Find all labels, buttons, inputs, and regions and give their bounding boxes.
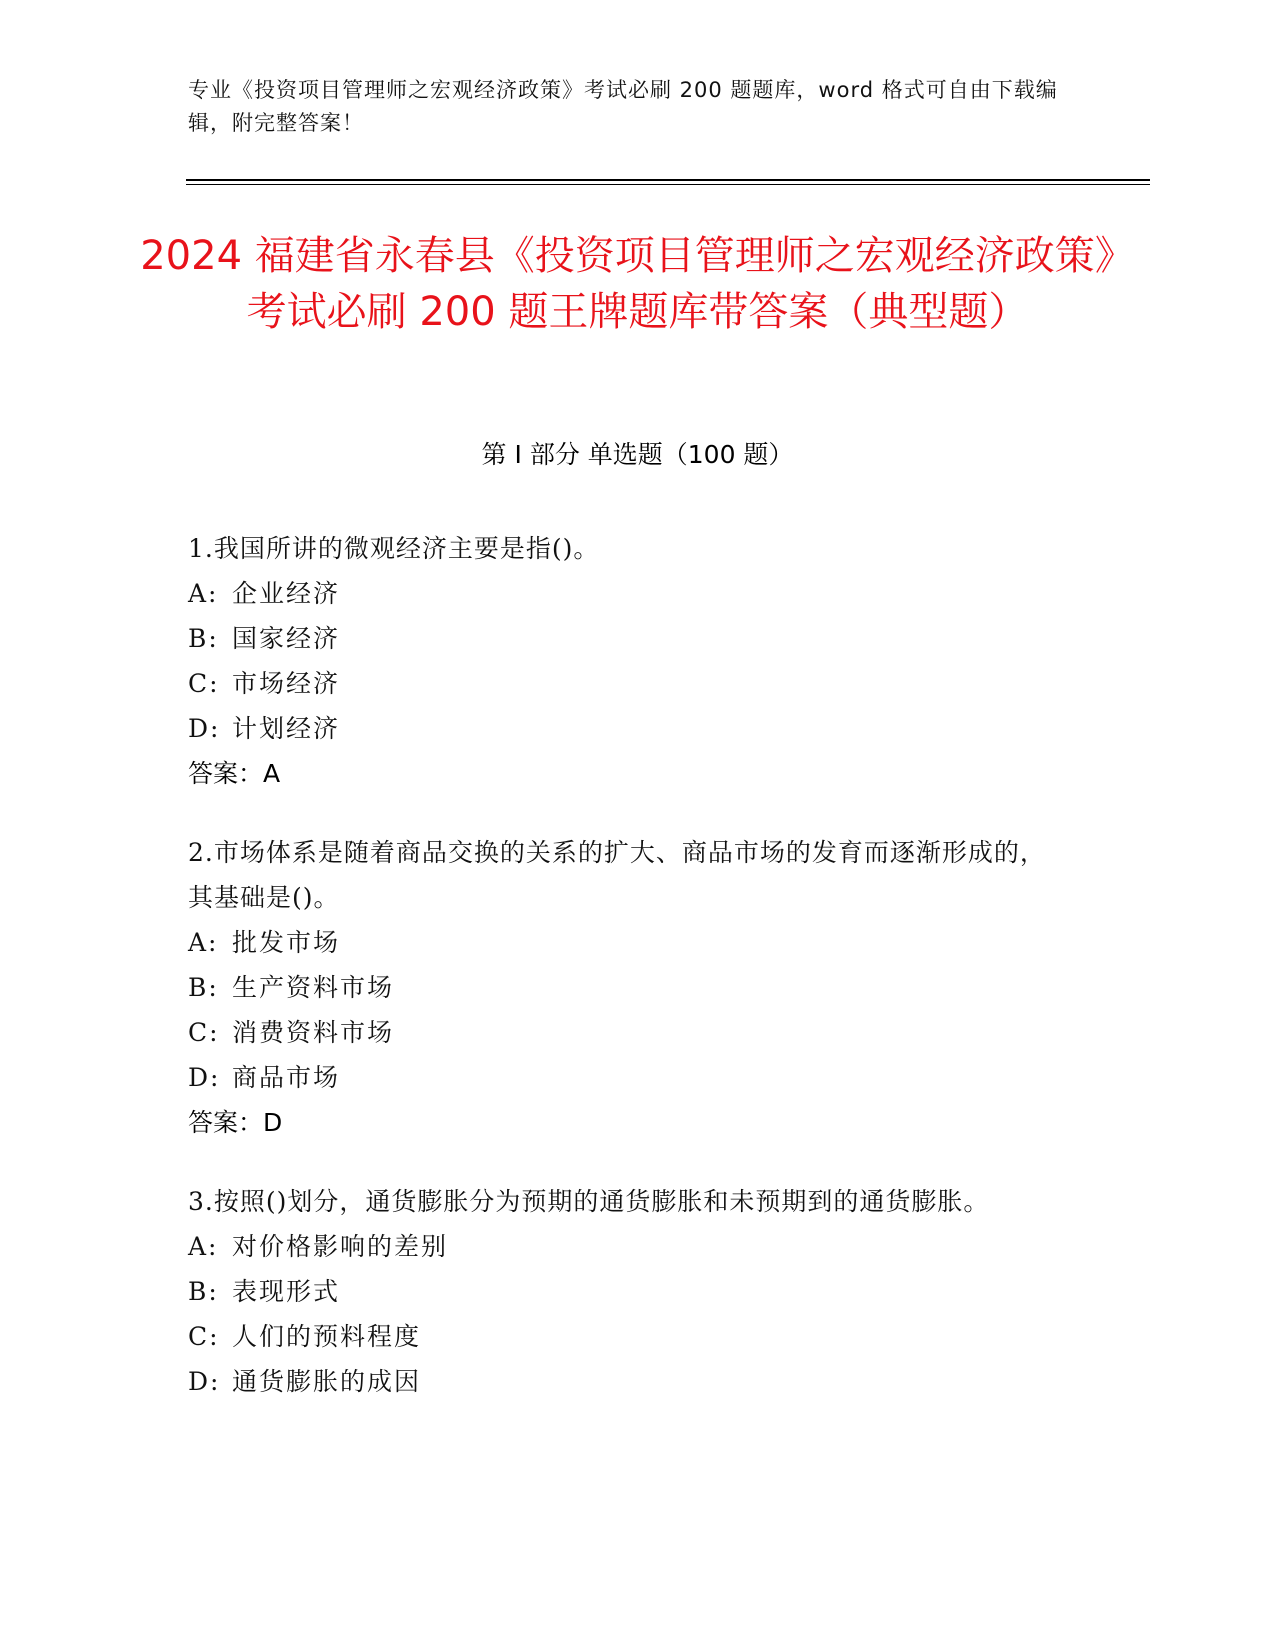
header-divider: [186, 179, 1150, 181]
option-text: 批发市场: [232, 928, 341, 957]
answer-line: 答案：D: [188, 1108, 283, 1137]
option-letter: A:: [188, 928, 219, 957]
header-note: 专业《投资项目管理师之宏观经济政策》考试必刷 200 题题库，word 格式可自由下载编辑，附完整答案！: [188, 78, 1058, 135]
option-letter: C:: [188, 1322, 220, 1351]
option-b: [188, 1269, 1068, 1314]
option-letter: B:: [188, 624, 219, 653]
option-text: 商品市场: [232, 1063, 341, 1092]
option-text: 人们的预料程度: [232, 1322, 422, 1351]
option-c: [188, 1010, 1068, 1055]
option-text: 消费资料市场: [232, 1018, 395, 1047]
question-3: [188, 1179, 1068, 1404]
question-list: [188, 526, 1068, 1438]
document-title: 2024 福建省永春县《投资项目管理师之宏观经济政策》考试必刷 200 题王牌题库带答案（典型题）: [140, 233, 1135, 335]
section-heading: 第 I 部分 单选题（100 题）: [481, 440, 794, 469]
option-letter: D:: [188, 1367, 221, 1396]
option-a: [188, 920, 1068, 965]
option-text: 市场经济: [232, 669, 341, 698]
option-text: 对价格影响的差别: [232, 1232, 449, 1261]
option-text: 国家经济: [232, 624, 341, 653]
option-text: 通货膨胀的成因: [232, 1367, 422, 1396]
option-text: 企业经济: [232, 579, 341, 608]
option-letter: C:: [188, 669, 220, 698]
option-a: [188, 571, 1068, 616]
option-text: 表现形式: [232, 1277, 341, 1306]
option-letter: B:: [188, 973, 219, 1002]
option-letter: D:: [188, 714, 221, 743]
option-b: [188, 965, 1068, 1010]
answer-line: 答案：A: [188, 759, 281, 788]
question-2: [188, 830, 1068, 1145]
question-stem: 1.我国所讲的微观经济主要是指()。: [188, 534, 600, 563]
option-letter: A:: [188, 1232, 219, 1261]
option-d: [188, 1055, 1068, 1100]
question-1: [188, 526, 1068, 796]
option-letter: A:: [188, 579, 219, 608]
option-d: [188, 706, 1068, 751]
option-d: [188, 1359, 1068, 1404]
option-letter: D:: [188, 1063, 221, 1092]
option-letter: C:: [188, 1018, 220, 1047]
option-text: 计划经济: [232, 714, 341, 743]
option-text: 生产资料市场: [232, 973, 395, 1002]
option-c: [188, 661, 1068, 706]
option-b: [188, 616, 1068, 661]
question-stem: 2.市场体系是随着商品交换的关系的扩大、商品市场的发育而逐渐形成的，其基础是()。: [188, 838, 1046, 912]
question-stem: 3.按照()划分，通货膨胀分为预期的通货膨胀和未预期到的通货膨胀。: [188, 1187, 990, 1216]
option-c: [188, 1314, 1068, 1359]
header-divider-thin: [186, 184, 1150, 185]
option-letter: B:: [188, 1277, 219, 1306]
option-a: [188, 1224, 1068, 1269]
